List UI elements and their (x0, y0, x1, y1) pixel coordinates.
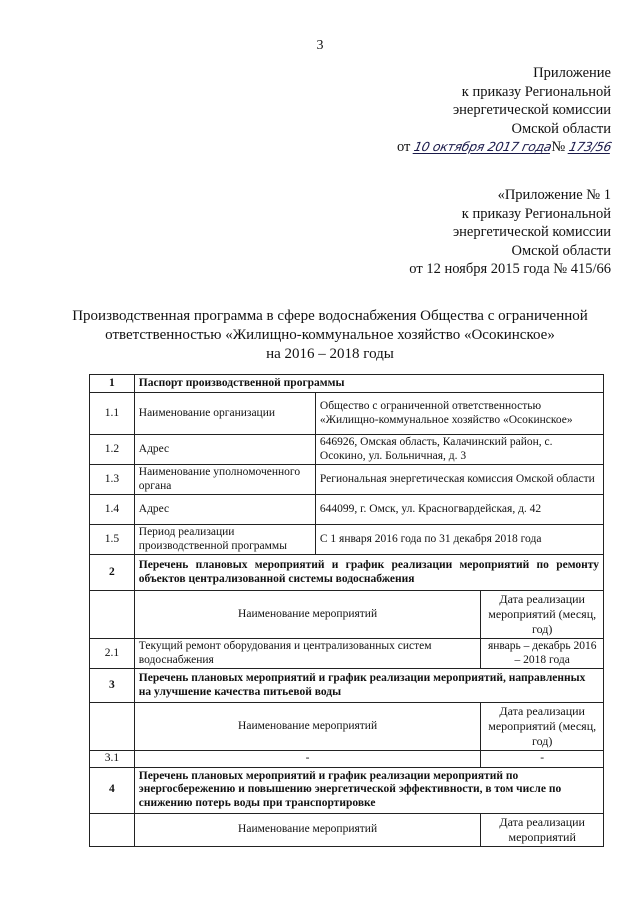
row-value: 644099, г. Омск, ул. Красногвардейская, д. 42 (315, 495, 603, 525)
number-sign: № (551, 139, 566, 155)
column-header-row (90, 813, 604, 846)
row-value: 646926, Омская область, Калачинский район, с. Осокино, ул. Больничная, д. 3 (315, 435, 603, 465)
section-row (90, 555, 604, 591)
section-title: Перечень плановых мероприятий и график реализации мероприятий, направленных на улучшение качества питьевой воды (134, 669, 603, 703)
title-line: Производственная программа в сфере водоснабжения Общества с ограниченной (72, 308, 588, 324)
annex-line: «Приложение № 1 (497, 187, 611, 203)
row-label: Адрес (134, 495, 315, 525)
title-line: на 2016 – 2018 годы (266, 346, 394, 362)
row-value: Региональная энергетическая комиссия Омской области (315, 465, 603, 495)
measure-name: Текущий ремонт оборудования и централизованных систем водоснабжения (134, 639, 481, 669)
section-number: 3 (90, 669, 135, 703)
annex-line: энергетической комиссии (452, 102, 611, 118)
table-row (90, 495, 604, 525)
annex-line: Омской области (511, 120, 611, 137)
row-number: 1.4 (90, 495, 135, 525)
row-label: Наименование уполномоченного органа (134, 465, 315, 495)
table-row (90, 393, 604, 435)
annex-quote (409, 186, 611, 279)
row-number: 1.3 (90, 465, 135, 495)
row-number: 2.1 (90, 639, 135, 669)
row-number: 1.5 (90, 525, 135, 555)
row-number: 1.2 (90, 435, 135, 465)
column-header-row (90, 703, 604, 751)
section-row (90, 669, 604, 703)
row-number: 3.1 (90, 751, 135, 768)
order-date-line (397, 138, 611, 157)
section-number: 4 (90, 767, 135, 813)
measure-name: - (134, 751, 481, 768)
col-header-date: Дата реализации мероприятий (месяц, год) (481, 591, 604, 639)
row-label: Наименование организации (134, 393, 315, 435)
col-header-name: Наименование мероприятий (134, 591, 481, 639)
annex-line: Омской области (511, 242, 611, 259)
row-label: Адрес (134, 435, 315, 465)
empty-cell (90, 813, 135, 846)
col-header-date: Дата реализации мероприятий (месяц, год) (481, 703, 604, 751)
table-row (90, 525, 604, 555)
section-title: Перечень плановых мероприятий и график реализации мероприятий по ремонту объектов централизованной системы водоснабжения (134, 555, 603, 591)
program-table (89, 374, 604, 847)
section-number: 1 (90, 375, 135, 393)
empty-cell (90, 591, 135, 639)
section-number: 2 (90, 555, 135, 591)
document-title (60, 307, 600, 364)
page-number: 3 (316, 38, 324, 53)
title-line: ответственностью «Жилищно-коммунальное хозяйство «Осокинское» (105, 327, 555, 343)
table-row (90, 639, 604, 669)
section-row (90, 375, 604, 393)
col-header-date: Дата реализации мероприятий (481, 813, 604, 846)
annex-line: от 12 ноября 2015 года № 415/66 (409, 261, 611, 277)
annex-line: к приказу Региональной (461, 205, 611, 222)
col-header-name: Наименование мероприятий (134, 703, 481, 751)
row-number: 1.1 (90, 393, 135, 435)
annex-header (397, 64, 611, 157)
section-row (90, 767, 604, 813)
row-value: С 1 января 2016 года по 31 декабря 2018 года (315, 525, 603, 555)
from-prefix: от (396, 139, 411, 155)
measure-date: январь – декабрь 2016 – 2018 года (481, 639, 604, 669)
annex-line: Приложение (533, 65, 611, 81)
table-row (90, 465, 604, 495)
section-title: Паспорт производственной программы (134, 375, 603, 393)
row-label: Период реализации производственной программы (134, 525, 315, 555)
annex-line: энергетической комиссии (452, 224, 611, 240)
section-title: Перечень плановых мероприятий и график реализации мероприятий по энергосбережению и повышению энергетической эффективности, в том числе по снижению потерь воды при транспортировке (134, 767, 603, 813)
handwritten-date: 10 октября 2017 года (412, 139, 554, 154)
row-value: Общество с ограниченной ответственностью «Жилищно-коммунальное хозяйство «Осокинское» (315, 393, 603, 435)
measure-date: - (481, 751, 604, 768)
table-row (90, 751, 604, 768)
table-row (90, 435, 604, 465)
column-header-row (90, 591, 604, 639)
handwritten-number: 173/56 (567, 139, 613, 154)
empty-cell (90, 703, 135, 751)
col-header-name: Наименование мероприятий (134, 813, 481, 846)
annex-line: к приказу Региональной (461, 83, 611, 100)
